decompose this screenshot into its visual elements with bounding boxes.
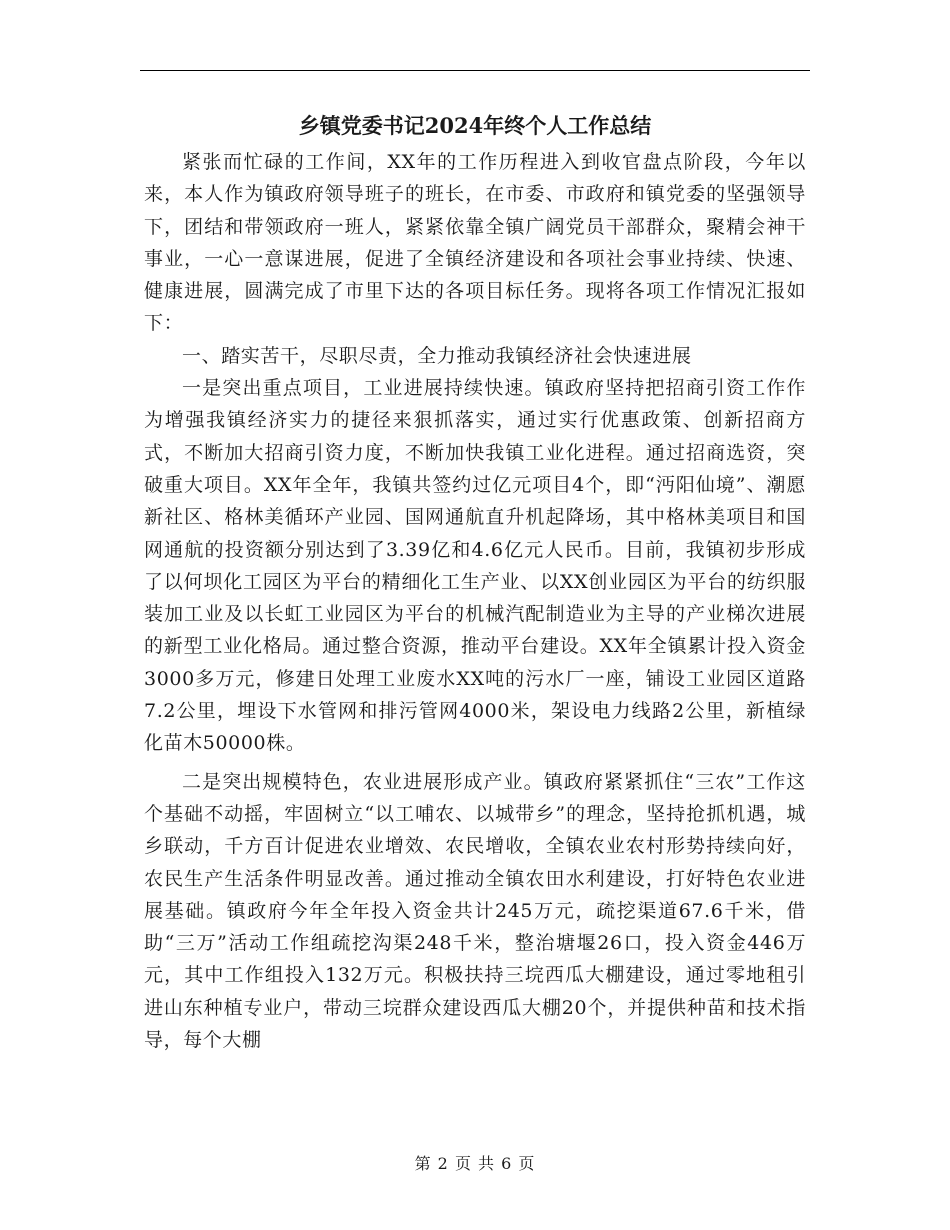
- paragraph-agriculture: 二是突出规模特色，农业进展形成产业。镇政府紧紧抓住“三农”工作这个基础不动摇，牢固树立“以工哺农、以城带乡”的理念，坚持抢抓机遇，城乡联动，千方百计促进农业增效、农民增收，全镇农业农村形势持续向好，农民生产生活条件明显改善。通过推动全镇农田水利建设，打好特色农业进展基础。镇政府今年全年投入资金共计245万元，疏挖渠道67.6千米，借助“三万”活动工作组疏挖沟渠248千米，整治塘堰26口，投入资金446万元，其中工作组投入132万元。积极扶持三垸西瓜大棚建设，通过零地租引进山东种植专业户，带动三垸群众建设西瓜大棚20个，并提供种苗和技术指导，每个大棚: [144, 770, 806, 1052]
- paragraph-industry: 一是突出重点项目，工业进展持续快速。镇政府坚持把招商引资工作作为增强我镇经济实力的捷径来狠抓落实，通过实行优惠政策、创新招商方式，不断加大招商引资力度，不断加快我镇工业化进程。通过招商选资，突破重大项目。XX年全年，我镇共签约过亿元项目4个，即“沔阳仙境”、潮愿新社区、格林美循环产业园、国网通航直升机起降场，其中格林美项目和国网通航的投资额分别达到了3.39亿和4.6亿元人民币。目前，我镇初步形成了以何坝化工园区为平台的精细化工生产业、以XX创业园区为平台的纺织服装加工业及以长虹工业园区为平台的机械汽配制造业为主导的产业梯次进展的新型工业化格局。通过整合资源，推动平台建设。XX年全镇累计投入资金3000多万元，修建日处理工业废水XX吨的污水厂一座，铺设工业园区道路7.2公里，埋设下水管网和排污管网4000米，架设电力线路2公里，新植绿化苗木50000株。: [144, 377, 806, 755]
- page-number: 第 2 页 共 6 页: [414, 1154, 536, 1173]
- document-body: [144, 146, 806, 1056]
- section-heading-1: 一、踏实苦干，尽职尽责，全力推动我镇经济社会快速进展: [182, 344, 692, 367]
- paragraph-intro: 紧张而忙碌的工作间，XX年的工作历程进入到收官盘点阶段，今年以来，本人作为镇政府领导班子的班长，在市委、市政府和镇党委的坚强领导下，团结和带领政府一班人，紧紧依靠全镇广阔党员干部群众，聚精会神干事业，一心一意谋进展，促进了全镇经济建设和各项社会事业持续、快速、健康进展，圆满完成了市里下达的各项目标任务。现将各项工作情况汇报如下：: [144, 151, 806, 335]
- document-title: 乡镇党委书记2024年终个人工作总结: [298, 113, 652, 138]
- header-rule: [140, 70, 810, 71]
